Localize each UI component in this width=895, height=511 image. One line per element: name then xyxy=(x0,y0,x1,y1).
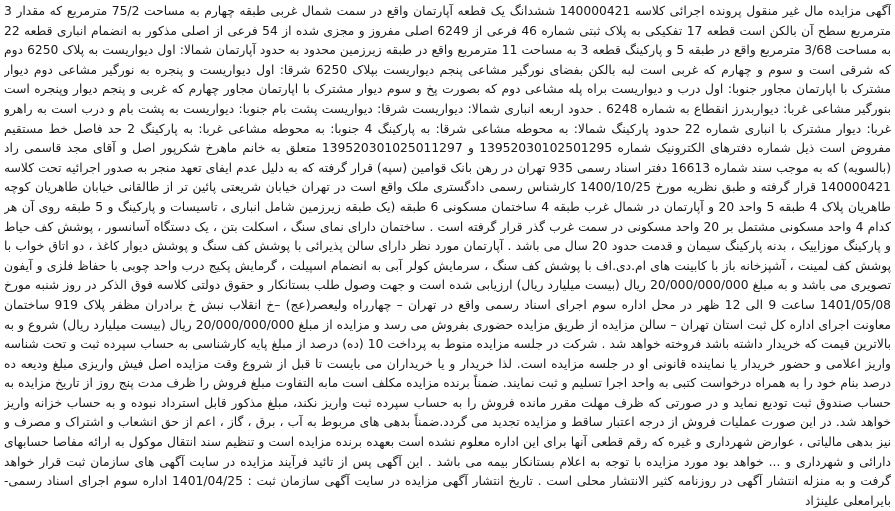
auction-notice xyxy=(4,2,891,509)
notice-body-text: آگهی مزایده مال غیر منقول پرونده اجرائی کلاسه 140000421 ششدانگ یک قطعه آپارتمان واقع در سمت شمال غربی طبقه چهارم به مساحت 75/2 مترمربع که مقدار 3 مترمربع سطح آن بالکن است قطعه 17 تفکیکی به پلاک ثبتی شماره 46 فرعی از 6249 اصلی مفروز و مجزی شده از 54 فرعی از اصلی مذکور به انضمام انباری قطعه 22 به مساحت 3/68 مترمربع واقع در طبقه 5 و پارکینگ قطعه 3 به مساحت 11 مترمربع واقع در طبقه زیرزمین محدود به حدود آپارتمان شمالا: اول دیواریست به پلاک 6250 دوم که شرقی است و سوم و چهارم که غربی است لبه بالکن بفضای نورگیر مشاعی پنجم دیواریست بپلاک 6250 شرقا: اول دیواریست و پنجره به نورگیر مشاعی دوم دیوار مشترک با اپارتمان مجاور جنوبا: اول درب و دیواریست براه پله مشاعی دوم که بصورت پخ و سوم دیوار مشترک با اپارتمان مجاور چهارم که غربی و پنجم دیوار وپنجره است بنورگیر مشاعی غربا: دیواربدرز انقطاع به شماره 6248 . حدود اربعه انباری شمالا: دیواریست شرقا: دیواریست پشت بام جنوبا: دیواریست به پشت بام و درب است به راهرو غربا: دیوار مشترک با انباری شماره 22 حدود پارکینگ شمالا: به محوطه مشاعی شرقا: به پارکینگ 4 جنوبا: به محوطه مشاعی غربا: به پارکینگ 2 حد فاصل خط مستقیم مفروض است ذیل شماره دفترهای الکترونیک شماره 13952030102501295 و 139520301025011297 متعلق به خانم ماهرخ شکرپور اصل و آقای مجد قاسمی راد (بالسویه) که به موجب سند شماره 16613 دفتر اسناد رسمی 935 تهران در رهن بانک قوامین (سپه) قرار گرفته که به دلیل عدم ایفای تعهد منجر به صدور اجرائیه تحت کلاسه 140000421 قرار گرفته و طبق نظریه مورخ 1400/10/25 کارشناس رسمی دادگستری ملک واقع است در تهران خیابان شریعتی پائین تر از طالقانی خیابان طاهریان کوچه طاهریان پلاک 4 طبقه 5 واحد 20 و آپارتمان در شمال غرب طبقه 4 ساختمان مسکونی 6 طبقه (یک طبقه زیرزمین شامل انباری ، تاسیسات و پارکینگ و 5 طبقه روی آن هر کدام 4 واحد مسکونی مشتمل بر 20 واحد مسکونی در سمت غرب گذر قرار گرفته است . ساختمان دارای نمای سنگ ، اسکلت بتن ، یک دستگاه آسانسور ، پوشش کف حیاط و پارکینگ موزاییک ، بدنه پارکینگ سیمان و قدمت حدود 20 سال می باشد . آپارتمان مورد نظر دارای سالن پذیرائی با پوشش کف سنگ و پوشش دیوار کاغذ ، دو اتاق خواب با پوشش کف لمینت ، آشپزخانه باز با کابینت های ام.دی.اف با پوشش کف سنگ ، سرمایش کولر آبی به انضمام اسپیلت ، گرمایش پکیج درب واحد چوبی با حفاظ فلزی و آیفون تصویری می باشد و به مبلغ 20/000/000/000 ریال (بیست میلیارد ریال) ارزیابی شده است و جهت وصول طلب بستانکار و حقوق دولتی کلاسه فوق الذکر در روز شنبه مورخ 1401/05/08 ساعت 9 الی 12 ظهر در محل اداره سوم اجرای اسناد رسمی واقع در تهران – چهارراه ولیعصر(عج) –خ انقلاب نبش خ برادران مظفر پلاک 919 ساختمان معاونت اجرای اداره کل ثبت استان تهران – سالن مزایده از طریق مزایده حضوری بفروش می رسد و مزایده از مبلغ 20/000/000/000 ریال (بیست میلیارد ریال) شروع و به بالاترین قیمت که خریدار داشته باشد فروخته خواهد شد . شرکت در جلسه مزایده منوط به پرداخت 10 (ده) درصد از مبلغ پایه کارشناسی به حساب سپرده ثبت و تحت شناسه واریز اعلامی و حضور خریدار یا نماینده قانونی او در جلسه مزایده است. لذا خریدار و یا خریداران می بایست تا قبل از شروع وقت مزایده اصل فیش واریزی مبلغ ودیعه ده درصد بنام خود را به همراه درخواست کتبی به واحد اجرا تسلیم و ثبت نمایند. ضمناً برنده مزایده مکلف است مابه التفاوت مبلغ فروش را ظرف مدت پنج روز از تاریخ مزایده به حساب صندوق ثبت تودیع نماید و در صورتی که ظرف مهلت مقرر مانده فروش را به حساب سپرده ثبت واریز نکند، مبلغ مذکور قابل استرداد نبوده و به حساب خزانه واریز خواهد شد. در این صورت عملیات فروش از درجه اعتبار ساقط و مزایده تجدید می گردد.ضمناً بدهی های مربوط به آب ، برق ، گاز ، اعم از حق انشعاب و اشتراک و مصرف و نیز بدهی مالیاتی ، عوارض شهرداری و غیره که رقم قطعی آنها برای این اداره معلوم نشده است بعهده برنده مزایده است و تنظیم سند انتقال موکول به ارائه مفاصا حسابهای دارائی و شهرداری و ... خواهد بود مورد مزایده با توجه به اعلام بستانکار بیمه می باشد . این آگهی پس از تائید فرآیند مزایده در سایت آگهی های سازمان ثبت قرار خواهد گرفت و به منزله انتشار آگهی در روزنامه کثیر الانتشار محلی است . تاریخ انتشار آگهی مزایده در سایت آگهی سازمان ثبت : 1401/04/25 اداره سوم اجرای اسناد رسمی- بایرامعلی علینژاد xyxy=(4,4,891,508)
